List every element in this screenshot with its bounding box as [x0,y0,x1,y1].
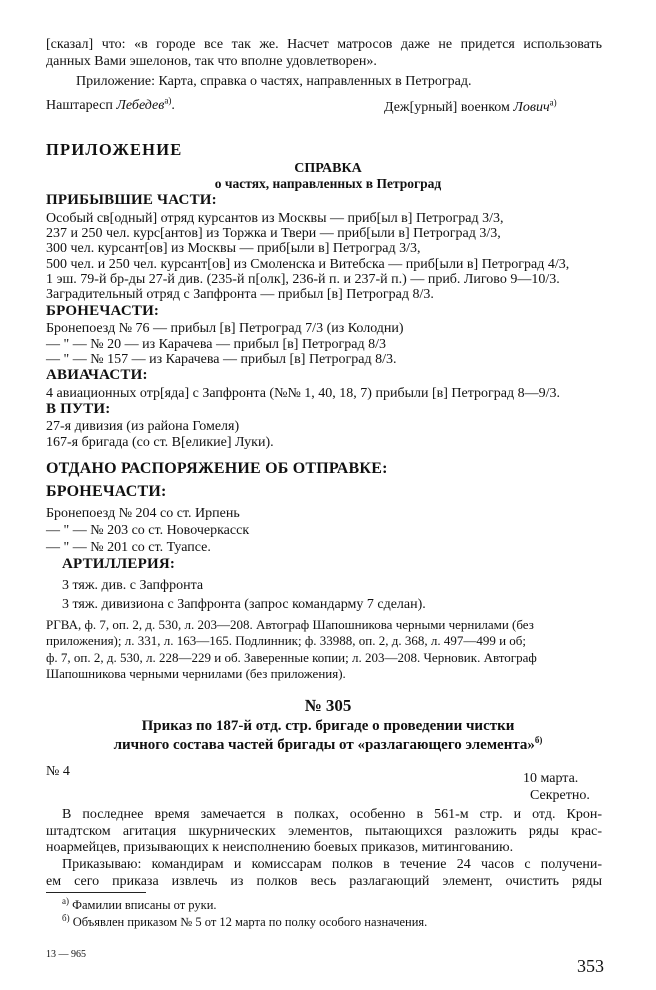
list-line: — " — № 157 — из Карачева — прибыл [в] Петроград 8/3. [46,352,397,367]
section-heading-arrived: ПРИБЫВШИЕ ЧАСТИ: [46,192,217,208]
section-heading-armored: БРОНЕЧАСТИ: [46,303,160,319]
list-line: 1 эш. 79-й бр-ды 27-й див. (235-й п[олк], 236-й п. и 237-й п.) — приб. Лигово 9—10/3. [46,272,560,287]
paragraph-line: ноармейцев, призывающих к неисполнению боевых приказов, митингованию. [46,840,514,855]
footnote-a-mark: а) [62,895,69,906]
list-line: Особый св[одный] отряд курсантов из Москвы — приб[ыл в] Петроград 3/3, [46,211,504,226]
document-number: № 305 [304,696,352,715]
footnote-a-text: Фамилии вписаны от руки. [72,898,217,912]
section-heading-dispatch-armored: БРОНЕЧАСТИ: [46,483,167,500]
archive-source-line: ф. 7, оп. 2, д. 530, л. 228—229 и об. Заверенные копии; л. 203—208. Черновик. Автограф [46,650,537,665]
archive-source-line: приложения); л. 331, л. 163—165. Подлинник; ф. 33988, оп. 2, д. 368, л. 497—499 и об; [46,633,527,648]
archive-source-line: РГВА, ф. 7, оп. 2, д. 530, л. 203—208. Автограф Шапошникова черными чернилами (без [46,617,534,632]
order-date: 10 марта. [523,771,579,786]
list-line: Заградительный отряд с Запфронта — прибыл [в] Петроград 8/3. [46,287,434,302]
list-line: 27-я дивизия (из района Гомеля) [46,419,240,434]
section-heading-dispatch: ОТДАНО РАСПОРЯЖЕНИЕ ОБ ОТПРАВКЕ: [46,460,388,477]
footnote-ref-a: а) [549,97,557,108]
appendix-heading: ПРИЛОЖЕНИЕ [46,140,183,159]
footnote-b-text: Объявлен приказом № 5 от 12 марта по полку особого назначения. [72,915,428,929]
body-text-line: данных Вами эшелонов, так что вполне удовлетворен». [46,54,377,69]
archive-source-line: Шапошникова черными чернилами (без приложения). [46,666,346,681]
list-line: 167-я бригада (со ст. В[еликие] Луки). [46,435,274,450]
document-title-line: Приказ по 187-й отд. стр. бригаде о проведении чистки [141,718,515,734]
section-heading-en-route: В ПУТИ: [46,401,111,417]
footnote-divider [46,892,146,893]
signature-left-title: Наштаресп [46,98,113,113]
attachment-note: Приложение: Карта, справка о частях, направленных в Петроград. [76,74,472,89]
footnote-a [62,897,217,914]
footnote-b [62,914,427,931]
signature-left-name: Лебедев [116,98,165,113]
list-line: Бронепоезд № 204 со ст. Ирпень [46,506,240,521]
printer-signature: 13 — 965 [46,949,86,960]
footnote-ref-a: а) [164,95,172,106]
signature-right-title: Деж[урный] военком [384,100,510,115]
footnote-b-mark: б) [62,912,70,923]
paragraph-line: ем сего приказа извлечь из полков весь разлагающий элемент, очистить ряды [46,874,602,889]
list-line: — " — № 201 со ст. Туапсе. [46,540,211,555]
reference-title: СПРАВКА [294,161,362,176]
signature-right-name: Лович [513,100,550,115]
section-heading-aviation: АВИАЧАСТИ: [46,367,148,383]
signature-right [384,99,557,116]
list-line: 3 тяж. дивизиона с Запфронта (запрос командарму 7 сделан). [62,597,426,612]
list-line: Бронепоезд № 76 — прибыл [в] Петроград 7/3 (из Колодни) [46,321,404,336]
document-title-line [0,737,656,754]
list-line: 4 авиационных отр[яда] с Запфронта (№№ 1, 40, 18, 7) прибыли [в] Петроград 8—9/3. [46,386,560,401]
order-number: № 4 [46,764,70,779]
list-line: — " — № 20 — из Карачева — прибыл [в] Петроград 8/3 [46,337,387,352]
list-line: 500 чел. и 250 чел. курсант[ов] из Смоленска и Витебска — приб[ыли в] Петроград 4/3, [46,257,570,272]
paragraph-line: штадтском агитация шкурнических элементов, пытающихся разложить ряды крас- [46,824,602,839]
reference-subtitle: о частях, направленных в Петроград [214,176,442,191]
list-line: 300 чел. курсант[ов] из Москвы — приб[ыли в] Петроград 3/3, [46,241,421,256]
section-heading-artillery: АРТИЛЛЕРИЯ: [62,556,176,572]
footnote-ref-b: б) [534,735,543,745]
list-line: — " — № 203 со ст. Новочеркасск [46,523,250,538]
order-secrecy: Секретно. [530,788,590,803]
list-line: 3 тяж. див. с Запфронта [62,578,204,593]
list-line: 237 и 250 чел. курс[антов] из Торжка и Твери — приб[ыли в] Петроград 3/3, [46,226,501,241]
paragraph-line: В последнее время замечается в полках, особенно в 561-м стр. и отд. Крон- [62,807,602,822]
signature-left [46,97,175,114]
page-number: 353 [577,956,604,976]
signature-left-end: . [171,98,175,113]
document-title-text: личного состава частей бригады от «разлагающего элемента» [113,737,535,753]
body-text-line: [сказал] что: «в городе все так же. Насчет матросов даже не придется использовать [46,37,602,52]
paragraph-line: Приказываю: командирам и комиссарам полков в течение 24 часов с получени- [62,857,602,872]
